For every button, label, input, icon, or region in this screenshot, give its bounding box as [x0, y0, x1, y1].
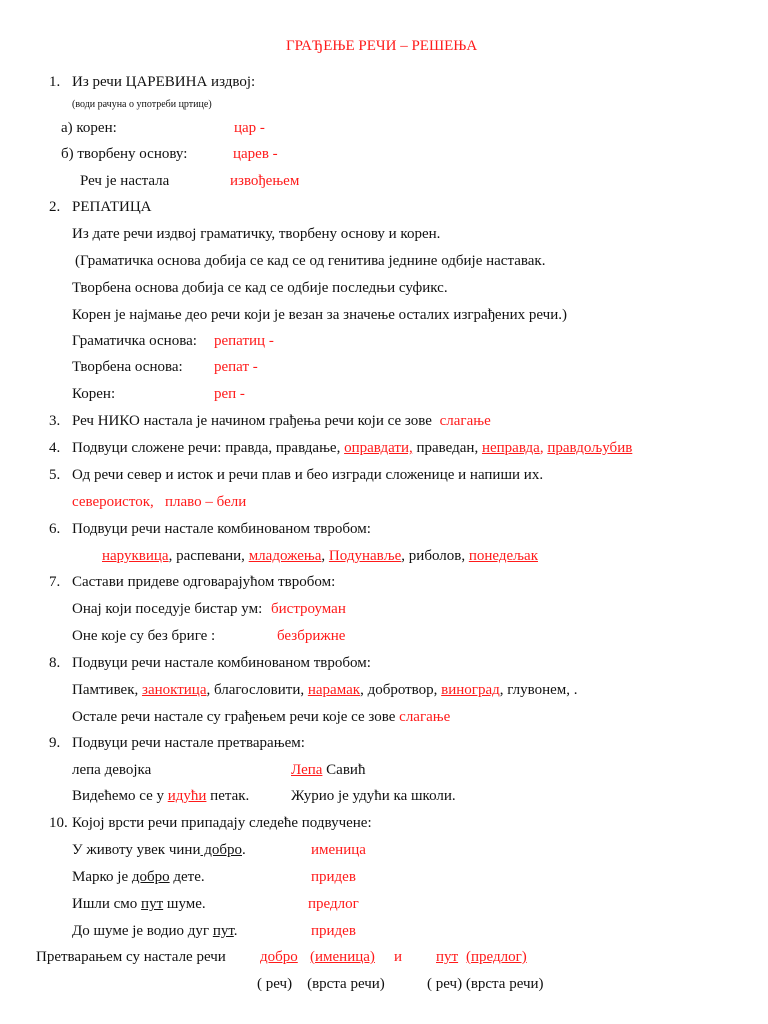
question-line: [72, 412, 491, 430]
question-number: 2.: [49, 199, 61, 215]
conjunction: и: [394, 949, 403, 965]
underlined-answer: наруквица: [102, 548, 169, 564]
underlined-answer: оправдати,: [344, 440, 413, 456]
answer-value: цар -: [234, 120, 265, 136]
question-text: Подвуци сложене речи: правда, правдање,: [72, 440, 341, 456]
phrase: [72, 787, 249, 805]
answer-value: реп -: [214, 386, 245, 402]
question-number: 1.: [49, 74, 61, 90]
answer-value: именица: [311, 842, 366, 858]
question-note: (води рачуна о употреби цртице): [72, 99, 212, 110]
underlined-word: добро: [131, 869, 170, 885]
word: Видећемо се у: [72, 788, 164, 804]
answer-value: извођењем: [230, 173, 300, 189]
question-text: Подвуци речи настале комбинованом твробом:: [72, 521, 371, 537]
question-instruction: Из дате речи издвој граматичку, творбену основу и корен.: [72, 226, 441, 242]
underlined-answer: идући: [167, 788, 207, 804]
sentence: [72, 868, 205, 886]
question-number: 6.: [49, 521, 61, 537]
question-text: Од речи север и исток и речи плав и бео изгради сложенице и напиши их.: [72, 467, 544, 483]
explanation-line: Творбена основа добија се кад се одбије последњи суфикс.: [72, 280, 448, 296]
word-list: [72, 681, 578, 699]
answer-value: слагање: [399, 709, 451, 725]
underlined-answer: неправда: [481, 440, 540, 456]
word: петак.: [210, 788, 250, 804]
word: .: [233, 923, 238, 939]
caption: ( реч) (врста речи): [427, 976, 544, 992]
answer-label: Корен:: [72, 386, 116, 402]
underlined-answer: младожења: [248, 548, 322, 564]
word: Савић: [326, 762, 366, 778]
answer-label: б) творбену основу:: [61, 146, 188, 162]
explanation-line: Корен је најмање део речи који је везан за значење осталих изграђених речи.): [72, 307, 567, 323]
answer-value: репат -: [214, 359, 258, 375]
word: , глувонем, .: [499, 682, 578, 698]
underlined-answer: понедељак: [468, 548, 538, 564]
word-list: [102, 547, 538, 565]
answer-label: Творбена основа:: [72, 359, 183, 375]
question-number: 10.: [49, 815, 68, 831]
question-number: 9.: [49, 735, 61, 751]
explanation-line: (Граматичка основа добија се кад се од генитива једнине одбије наставак.: [75, 253, 546, 269]
question-text: Којој врсти речи припадају следеће подвучене:: [72, 815, 372, 831]
phrase: Журио је удући ка школи.: [291, 788, 456, 804]
underlined-answer: заноктица: [142, 682, 207, 698]
answer-label: Онај који поседује бистар ум:: [72, 601, 263, 617]
separator: ,: [539, 440, 544, 456]
answer-value: слагање: [439, 413, 491, 429]
question-text: Из речи ЦАРЕВИНА издвој:: [72, 74, 256, 90]
question-text: Састави придеве одговарајућом твробом:: [72, 574, 336, 590]
word: Марко је: [72, 869, 129, 885]
summary-label: Претварањем су настале речи: [36, 949, 226, 965]
underlined-answer: нарамак: [307, 682, 361, 698]
answer-value: придев: [311, 869, 356, 885]
underlined-answer: правдољубив: [547, 440, 633, 456]
underlined-answer: добро: [260, 949, 298, 965]
question-number: 5.: [49, 467, 61, 483]
answer-label: Граматичка основа:: [72, 333, 197, 349]
word: , добротвор,: [360, 682, 438, 698]
question-text: Реч НИКО настала је начином грађења речи који се зове: [72, 413, 432, 429]
separator: ,: [321, 548, 326, 564]
caption: ( реч) (врста речи): [257, 976, 385, 992]
underlined-answer: (именица): [310, 949, 375, 965]
question-line: [72, 439, 632, 457]
phrase: [291, 761, 365, 779]
word: шуме.: [163, 896, 206, 912]
question-text: РЕПАТИЦА: [72, 199, 152, 215]
answer-value: предлог: [308, 896, 359, 912]
answer-value: царев -: [233, 146, 278, 162]
underlined-answer: виноград: [441, 682, 500, 698]
sentence: [72, 922, 238, 940]
word: .: [241, 842, 246, 858]
phrase: лепа девојка: [72, 762, 152, 778]
sentence: [72, 841, 246, 859]
word: До шуме је водио дуг: [72, 923, 210, 939]
answer-value: североисток, плаво – бели: [72, 494, 247, 510]
word: Памтивек,: [72, 682, 139, 698]
underlined-answer: Лепа: [291, 762, 323, 778]
question-number: 4.: [49, 440, 61, 456]
word: У животу увек чини: [72, 842, 201, 858]
page-title: ГРАЂЕЊЕ РЕЧИ – РЕШЕЊА: [286, 38, 478, 54]
question-line: [72, 708, 450, 726]
underlined-word: пут: [141, 896, 164, 912]
sentence: [72, 895, 206, 913]
question-number: 3.: [49, 413, 61, 429]
answer-value: бистроуман: [271, 601, 346, 617]
word: Ишли смо: [72, 896, 138, 912]
underlined-answer: (предлог): [466, 949, 527, 965]
question-text: Остале речи настале су грађењем речи које се зове: [72, 709, 396, 725]
underlined-answer: пут: [436, 949, 459, 965]
word: дете.: [169, 869, 205, 885]
word: праведан,: [416, 440, 479, 456]
word: , риболов,: [401, 548, 466, 564]
question-number: 8.: [49, 655, 61, 671]
underlined-word: добро: [200, 842, 242, 858]
underlined-answer: Подунавље: [328, 548, 402, 564]
answer-value: безбрижне: [277, 628, 346, 644]
word: , благословити,: [206, 682, 305, 698]
answer-label: Оне које су без бриге :: [72, 628, 216, 644]
answer-label: Реч је настала: [80, 173, 170, 189]
question-text: Подвуци речи настале комбинованом твробом:: [72, 655, 371, 671]
answer-value: репатиц -: [214, 333, 274, 349]
answer-value: придев: [311, 923, 356, 939]
question-number: 7.: [49, 574, 61, 590]
question-text: Подвуци речи настале претварањем:: [72, 735, 305, 751]
answer-label: а) корен:: [61, 120, 117, 136]
underlined-word: пут: [212, 923, 234, 939]
word: , распевани,: [168, 548, 245, 564]
